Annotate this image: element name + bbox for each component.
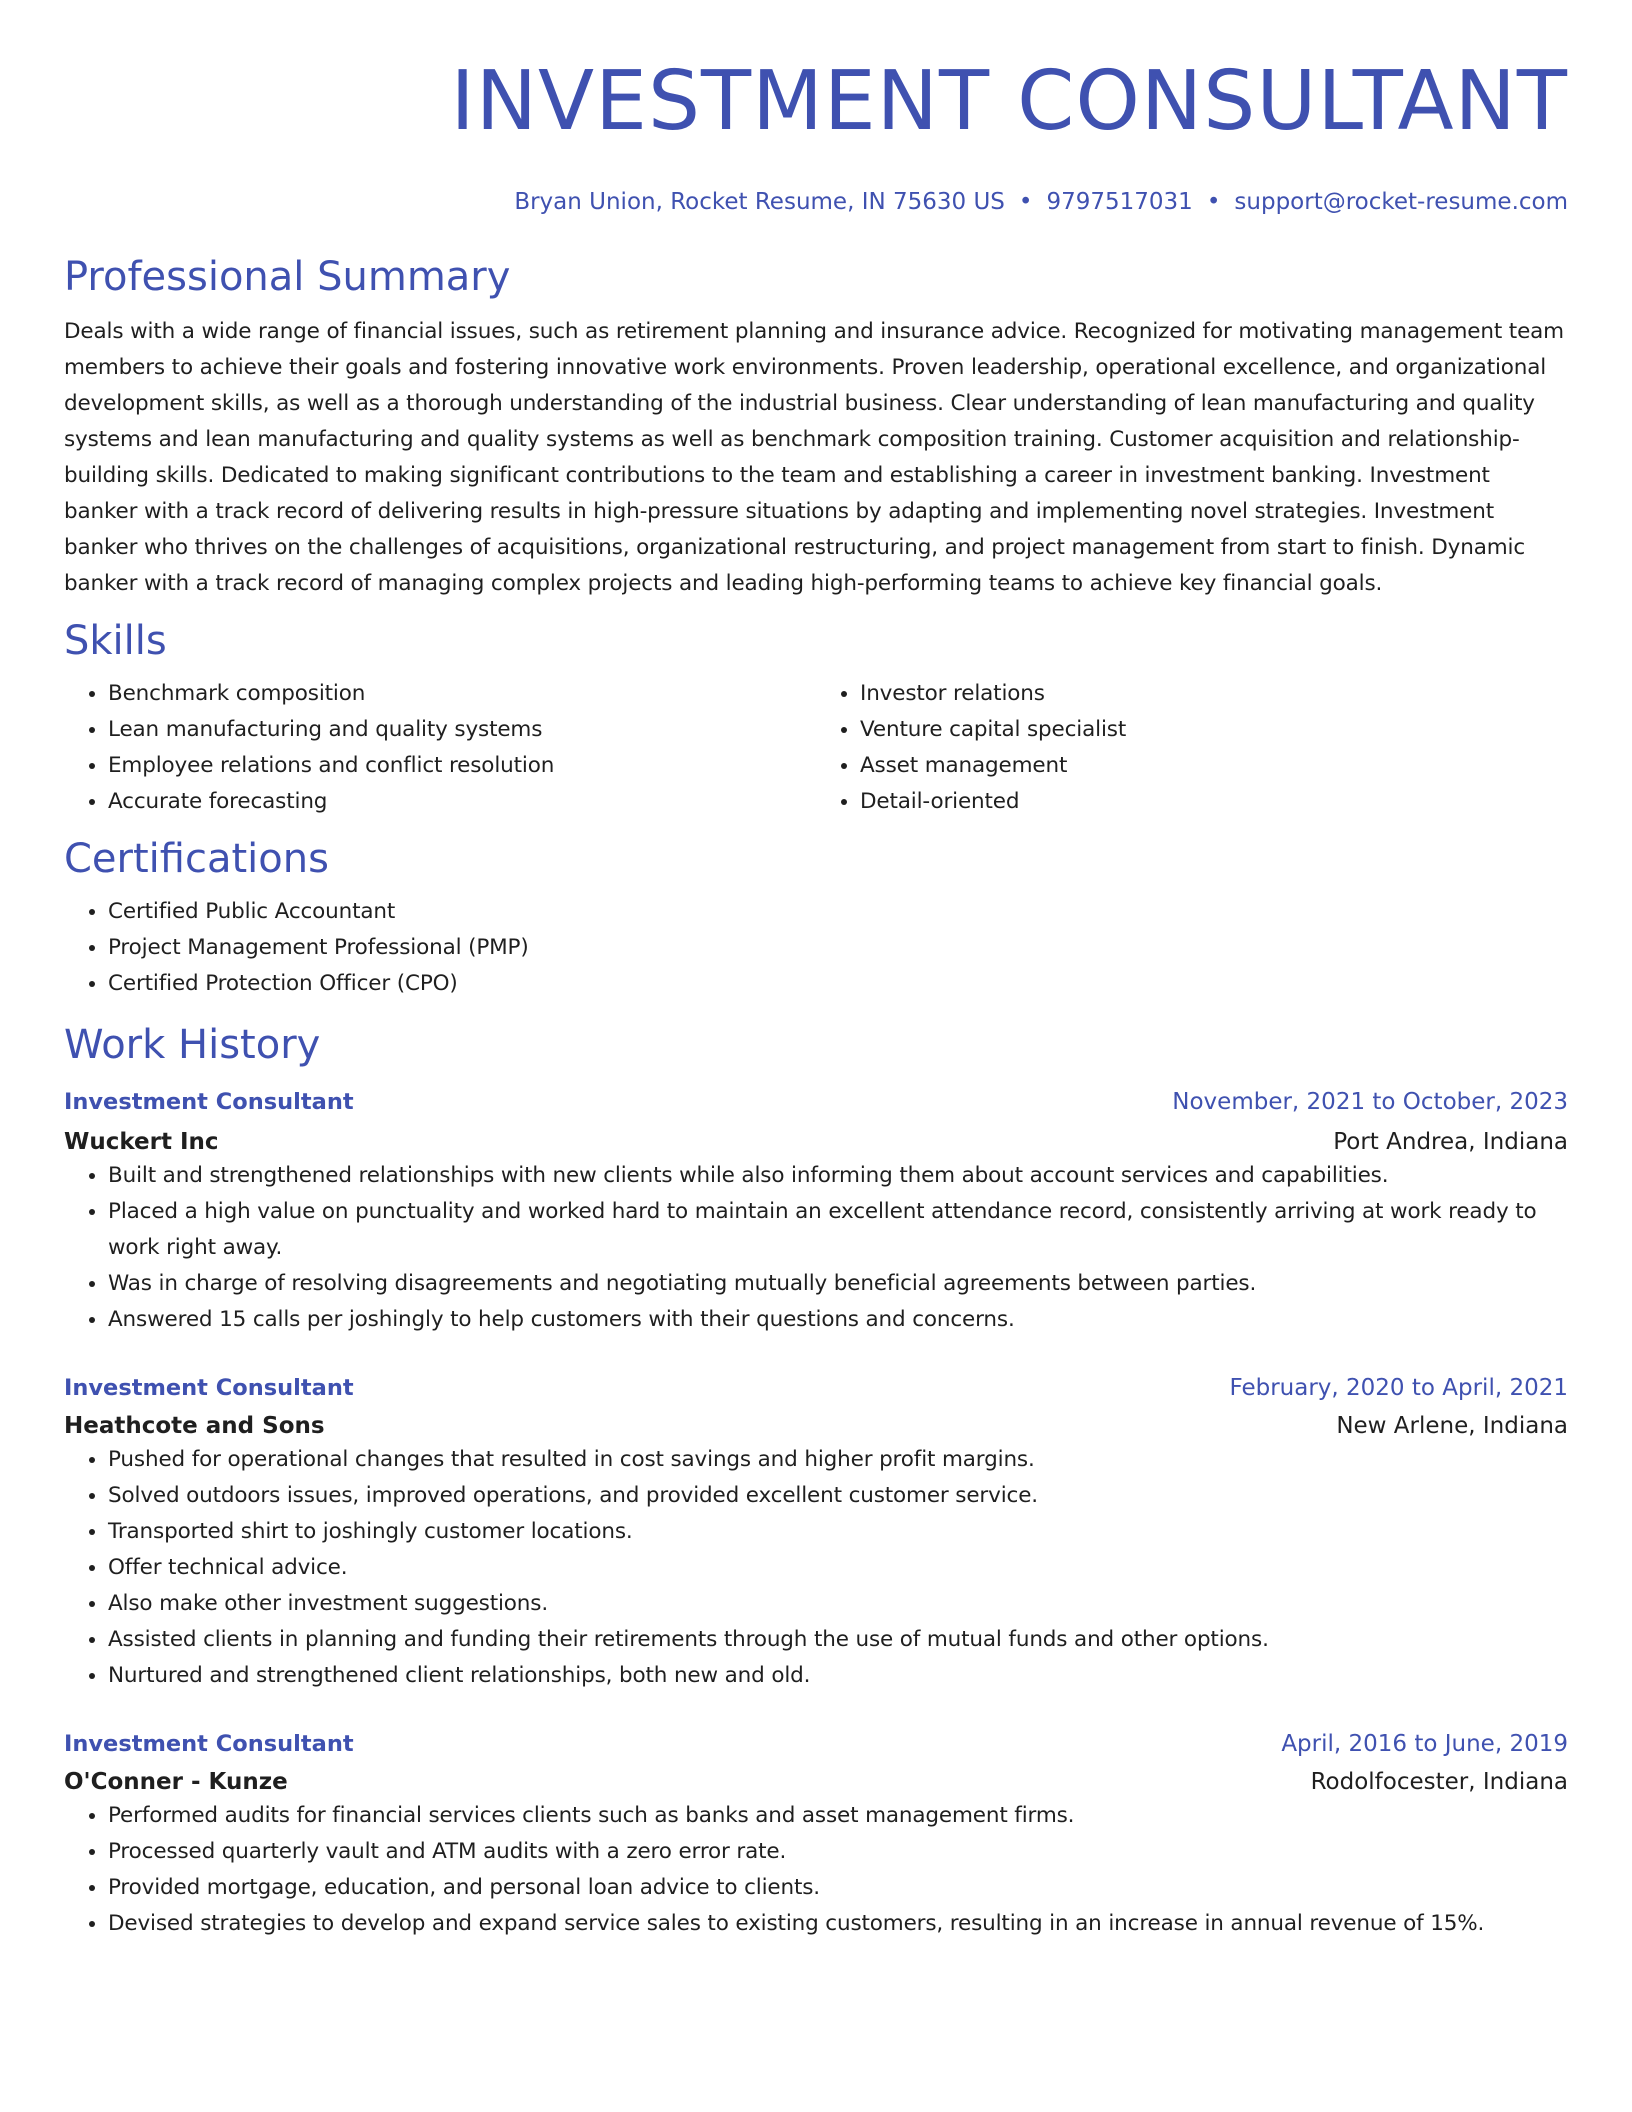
contact-line [64, 186, 1568, 218]
skill-item: • Benchmark composition [108, 676, 816, 712]
job-subheader [64, 1410, 1568, 1442]
job-dates: November, 2021 to October, 2023 [1172, 1089, 1568, 1115]
section-heading-skills: Skills [64, 618, 167, 664]
job-header [64, 1728, 1568, 1760]
skill-item: • Employee relations and conflict resolution [108, 748, 816, 784]
contact-phone: 9797517031 [1046, 189, 1193, 215]
section-heading-work-history: Work History [64, 1022, 321, 1068]
skill-item: • Investor relations [860, 676, 1568, 712]
job-bullet: • Placed a high value on punctuality and worked hard to maintain an excellent attendance record, consistently arriving at work ready to work right away. [108, 1194, 1568, 1266]
job-bullet: • Pushed for operational changes that resulted in cost savings and higher profit margins. [108, 1442, 1568, 1478]
job-bullet-list [64, 1158, 1568, 1338]
work-history-section [64, 1020, 1568, 1942]
job-location: New Arlene, Indiana [1336, 1413, 1568, 1439]
certification-item: • Project Management Professional (PMP) [108, 930, 1568, 966]
certification-item: • Certified Public Accountant [108, 894, 1568, 930]
bullet-separator: • [1206, 189, 1221, 215]
job-title: Investment Consultant [64, 1089, 354, 1115]
resume-title: INVESTMENT CONSULTANT [450, 54, 1568, 149]
section-heading-summary: Professional Summary [64, 254, 511, 300]
job-bullet: • Also make other investment suggestions. [108, 1586, 1568, 1622]
professional-summary-section [64, 252, 1568, 602]
job-bullet: • Assisted clients in planning and funding their retirements through the use of mutual funds and other options. [108, 1622, 1568, 1658]
skills-section [64, 616, 1568, 820]
job-header [64, 1086, 1568, 1118]
skill-item: • Lean manufacturing and quality systems [108, 712, 816, 748]
job-location: Port Andrea, Indiana [1333, 1129, 1568, 1155]
bullet-separator: • [1018, 189, 1033, 215]
job-dates: April, 2016 to June, 2019 [1281, 1731, 1568, 1757]
job-entry [64, 1728, 1568, 1942]
job-bullet: • Offer technical advice. [108, 1550, 1568, 1586]
job-bullet: • Answered 15 calls per joshingly to help customers with their questions and concerns. [108, 1302, 1568, 1338]
section-heading-certifications: Certifications [64, 836, 329, 882]
contact-address: Bryan Union, Rocket Resume, IN 75630 US [514, 189, 1005, 215]
job-bullet: • Built and strengthened relationships with new clients while also informing them about account services and capabilities. [108, 1158, 1568, 1194]
job-bullet-list [64, 1798, 1568, 1942]
skill-item: • Venture capital specialist [860, 712, 1568, 748]
skills-list-left [64, 676, 816, 820]
certifications-list [64, 894, 1568, 1002]
job-bullet: • Nurtured and strengthened client relationships, both new and old. [108, 1658, 1568, 1694]
job-bullet: • Devised strategies to develop and expand service sales to existing customers, resulting in an increase in annual revenue of 15%. [108, 1906, 1568, 1942]
job-bullet: • Performed audits for financial services clients such as banks and asset management firms. [108, 1798, 1568, 1834]
job-company: Heathcote and Sons [64, 1413, 325, 1439]
skill-item: • Detail-oriented [860, 784, 1568, 820]
job-bullet: • Solved outdoors issues, improved operations, and provided excellent customer service. [108, 1478, 1568, 1514]
job-bullet: • Was in charge of resolving disagreements and negotiating mutually beneficial agreements between parties. [108, 1266, 1568, 1302]
job-bullet: • Provided mortgage, education, and personal loan advice to clients. [108, 1870, 1568, 1906]
job-entry [64, 1372, 1568, 1694]
job-company: O'Conner - Kunze [64, 1769, 288, 1795]
job-bullet: • Transported shirt to joshingly customer locations. [108, 1514, 1568, 1550]
job-entry [64, 1086, 1568, 1338]
job-subheader [64, 1126, 1568, 1158]
job-company: Wuckert Inc [64, 1129, 219, 1155]
skills-columns [64, 676, 1568, 820]
job-dates: February, 2020 to April, 2021 [1229, 1375, 1568, 1401]
contact-email: support@rocket-resume.com [1234, 189, 1568, 215]
skill-item: • Accurate forecasting [108, 784, 816, 820]
certifications-section [64, 834, 1568, 1002]
job-header [64, 1372, 1568, 1404]
job-bullet-list [64, 1442, 1568, 1694]
summary-paragraph: Deals with a wide range of financial issues, such as retirement planning and insurance advice. Recognized for motivating management team members to achieve their goals and fostering innovative work environments. Proven leadership, operational excellence, and organizational development skills, as well as a thorough understanding of the industrial business. Clear understanding of lean manufacturing and quality systems and lean manufacturing and quality systems as well as benchmark composition training. Customer acquisition and relationship-building skills. Dedicated to making significant contributions to the team and establishing a career in investment banking. Investment banker with a track record of delivering results in high-pressure situations by adapting and implementing novel strategies. Investment banker who thrives on the challenges of acquisitions, organizational restructuring, and project management from start to finish. Dynamic banker with a track record of managing complex projects and leading high-performing teams to achieve key financial goals. [64, 319, 1564, 596]
job-bullet: • Processed quarterly vault and ATM audits with a zero error rate. [108, 1834, 1568, 1870]
job-title: Investment Consultant [64, 1375, 354, 1401]
job-subheader [64, 1766, 1568, 1798]
job-title: Investment Consultant [64, 1731, 354, 1757]
certification-item: • Certified Protection Officer (CPO) [108, 966, 1568, 1002]
job-location: Rodolfocester, Indiana [1310, 1769, 1568, 1795]
skill-item: • Asset management [860, 748, 1568, 784]
skills-list-right [816, 676, 1568, 820]
